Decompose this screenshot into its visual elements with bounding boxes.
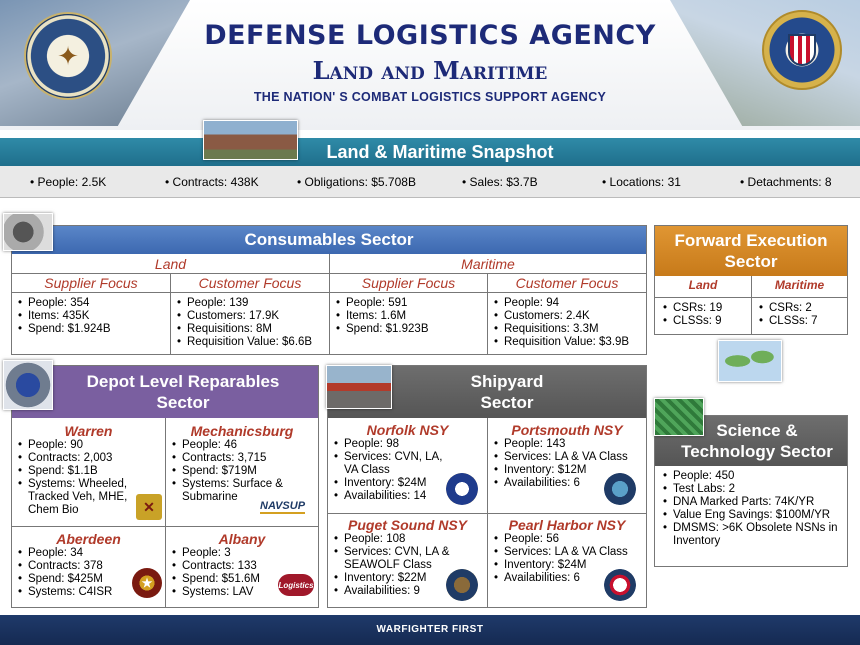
list-item: • CSRs: 2 [759, 302, 845, 315]
norfolk-logo-icon [446, 473, 478, 505]
forward-execution-sector [654, 225, 848, 335]
list-item: • Services: LA & VA Class [494, 451, 644, 464]
footer-banner: WARFIGHTER FIRST [0, 615, 860, 645]
norfolk-list [334, 438, 452, 503]
agency-title: DEFENSE LOGISTICS AGENCY [204, 20, 656, 51]
navsup-logo-icon: NAVSUP [260, 500, 306, 512]
list-item: • People: 90 [18, 439, 136, 452]
ship-photo [326, 365, 392, 409]
circuit-board-photo [654, 398, 704, 436]
list-item: • CLSSs: 7 [759, 315, 845, 328]
list-item: • Contracts: 378 [18, 560, 138, 573]
forward-title-line2: Sector [724, 252, 778, 271]
science-list [663, 470, 845, 548]
science-title-line1: Science & [716, 421, 798, 440]
site-name: Albany [218, 531, 266, 547]
mechanicsburg-list [172, 439, 317, 504]
snapshot-stat: • Sales: $3.7B [462, 175, 538, 189]
column-heading: Customer Focus [198, 275, 302, 291]
list-item: • Inventory: $12M [494, 464, 644, 477]
list-item: • Requisition Value: $6.6B [177, 336, 329, 349]
portsmouth-logo-icon [604, 473, 636, 505]
list-item: • Availabilities: 6 [494, 572, 644, 585]
list-item: • Systems: Wheeled, Tracked Veh, MHE, Chem Bio [18, 478, 136, 517]
list-item: • People: 94 [494, 297, 646, 310]
puget-sound-list [334, 533, 452, 598]
snapshot-stats [0, 166, 860, 198]
snapshot-stat: • Obligations: $5.708B [297, 175, 416, 189]
list-item: • Requisitions: 8M [177, 323, 329, 336]
list-item: • People: 591 [336, 297, 486, 310]
forward-maritime-label: Maritime [774, 278, 825, 292]
list-item: • People: 34 [18, 547, 138, 560]
column-heading: Customer Focus [515, 275, 619, 291]
aberdeen-list [18, 547, 138, 599]
aberdeen-logo-icon: ★ [132, 568, 162, 598]
list-item: • Inventory: $24M [334, 477, 452, 490]
science-technology-sector [654, 415, 848, 567]
snapshot-stat: • Contracts: 438K [165, 175, 259, 189]
list-item: • Services: CVN, LA & SEAWOLF Class [334, 546, 452, 572]
list-item: • DMSMS: >6K Obsolete NSNs in Inventory [663, 522, 845, 548]
consumables-sector [11, 225, 647, 355]
list-item: • Availabilities: 6 [494, 477, 644, 490]
list-item: • Systems: Surface & Submarine [172, 478, 317, 504]
site-name: Puget Sound NSY [348, 517, 467, 533]
list-item: • Spend: $1.1B [18, 465, 136, 478]
supplier-focus-land-list [18, 297, 168, 336]
consumables-land-label: Land [154, 256, 187, 272]
list-item: • Items: 435K [18, 310, 168, 323]
list-item: • CSRs: 19 [663, 302, 749, 315]
site-name: Pearl Harbor NSY [508, 517, 626, 533]
list-item: • Spend: $1.924B [18, 323, 168, 336]
site-name: Aberdeen [56, 531, 121, 547]
list-item: • People: 354 [18, 297, 168, 310]
list-item: • People: 143 [494, 438, 644, 451]
list-item: • People: 3 [172, 547, 292, 560]
list-item: • Contracts: 3,715 [172, 452, 317, 465]
supplier-focus-maritime-list [336, 297, 486, 336]
warren-list [18, 439, 136, 517]
dod-seal-icon: ✦ [24, 12, 112, 100]
world-map-photo [718, 340, 782, 382]
science-title-line2: Technology Sector [681, 442, 833, 461]
depot-title-line2: Sector [156, 393, 210, 412]
list-item: • Test Labs: 2 [663, 483, 845, 496]
site-name: Norfolk NSY [366, 422, 449, 438]
list-item: • Services: CVN, LA, VA Class [334, 451, 452, 477]
consumables-maritime-label: Maritime [461, 256, 515, 272]
engine-photo [3, 360, 53, 410]
list-item: • Customers: 2.4K [494, 310, 646, 323]
site-name: Warren [64, 423, 113, 439]
customer-focus-land-list [177, 297, 329, 349]
list-item: • CLSSs: 9 [663, 315, 749, 328]
list-item: • Contracts: 2,003 [18, 452, 136, 465]
list-item: • People: 98 [334, 438, 452, 451]
list-item: • Items: 1.6M [336, 310, 486, 323]
list-item: • Contracts: 133 [172, 560, 292, 573]
customer-focus-maritime-list [494, 297, 646, 349]
list-item: • DNA Marked Parts: 74K/YR [663, 496, 845, 509]
snapshot-stat: • People: 2.5K [30, 175, 106, 189]
list-item: • Spend: $719M [172, 465, 317, 478]
forward-land-list [663, 302, 749, 328]
snapshot-stat: • Locations: 31 [602, 175, 681, 189]
forward-land-label: Land [688, 278, 718, 292]
building-photo [203, 120, 298, 160]
list-item: • Inventory: $22M [334, 572, 452, 585]
column-heading: Supplier Focus [361, 275, 456, 291]
list-item: • Requisition Value: $3.9B [494, 336, 646, 349]
site-name: Mechanicsburg [190, 423, 294, 439]
site-name: Portsmouth NSY [511, 422, 623, 438]
list-item: • Availabilities: 9 [334, 585, 452, 598]
list-item: • People: 108 [334, 533, 452, 546]
list-item: • People: 46 [172, 439, 317, 452]
forward-title-line1: Forward Execution [674, 231, 828, 250]
warren-logo-icon: ✕ [136, 494, 162, 520]
column-heading: Supplier Focus [44, 275, 138, 291]
list-item: • Inventory: $24M [494, 559, 644, 572]
gears-photo [3, 213, 53, 251]
consumables-title: Consumables Sector [12, 226, 646, 254]
agency-tagline: THE NATION' S COMBAT LOGISTICS SUPPORT AGENCY [253, 90, 607, 104]
albany-list [172, 547, 292, 599]
shipyard-title-line1: Shipyard [470, 372, 544, 391]
logistics-logo-icon: Logistics [278, 574, 314, 596]
list-item: • Value Eng Savings: $100M/YR [663, 509, 845, 522]
list-item: • Availabilities: 14 [334, 490, 452, 503]
snapshot-stat: • Detachments: 8 [740, 175, 832, 189]
puget-sound-logo-icon [446, 569, 478, 601]
pearl-harbor-logo-icon [604, 569, 636, 601]
list-item: • People: 450 [663, 470, 845, 483]
snapshot-title-bar [0, 138, 860, 166]
list-item: • Spend: $1.923B [336, 323, 486, 336]
list-item: • Systems: LAV [172, 586, 292, 599]
snapshot-title: Land & Maritime Snapshot [326, 142, 554, 162]
shipyard-title-line2: Sector [480, 393, 534, 412]
list-item: • Customers: 17.9K [177, 310, 329, 323]
list-item: • Services: LA & VA Class [494, 546, 644, 559]
list-item: • Systems: C4ISR [18, 586, 138, 599]
depot-title [12, 366, 318, 418]
dla-seal-icon [762, 10, 842, 90]
list-item: • People: 139 [177, 297, 329, 310]
list-item: • Spend: $51.6M [172, 573, 292, 586]
forward-execution-title [655, 226, 847, 276]
list-item: • People: 56 [494, 533, 644, 546]
agency-subtitle: Land and Maritime [312, 56, 548, 85]
list-item: • Requisitions: 3.3M [494, 323, 646, 336]
forward-maritime-list [759, 302, 845, 328]
depot-level-reparables-sector [11, 365, 319, 608]
list-item: • Spend: $425M [18, 573, 138, 586]
depot-title-line1: Depot Level Reparables [86, 372, 280, 391]
